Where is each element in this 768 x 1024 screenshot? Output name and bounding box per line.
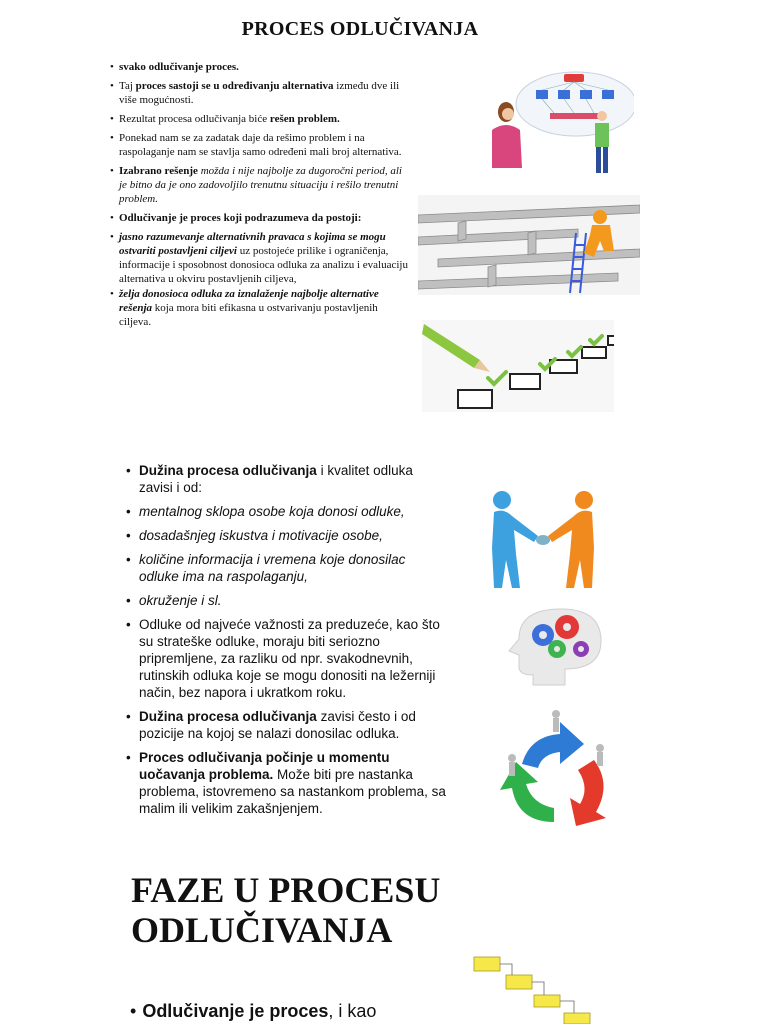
list-item: [110, 164, 410, 206]
item-bold: Dužina procesa odlučivanja: [139, 463, 317, 478]
item-text: Odluke od najveće važnosti za preduzeće, kao što su strateške odluke, moraju biti seriozno pripremljene, za razliku od npr. svakodnevnih, rutinskih odluka koje se mogu donositi na ležerniji način, bez napora i ukratkom roku.: [139, 617, 440, 700]
list-item: [126, 527, 446, 544]
item-text: između dve ili više mogućnosti.: [119, 80, 400, 106]
list-item: [110, 287, 410, 329]
checklist-illustration: [422, 320, 614, 412]
woman-man-alternatives-illustration: [484, 68, 634, 176]
page-title: PROCES ODLUČIVANJA: [241, 18, 479, 40]
item-bold: proces sastoji se u određivanju alternativa: [135, 80, 334, 92]
list-item: [126, 503, 446, 520]
list-item: [126, 708, 446, 742]
item-bold-italic: jasno razumevanje alternativnih pravaca s kojima se mogu ostvariti postavljeni ciljevi: [119, 231, 386, 257]
item-italic: okruženje i sl.: [139, 593, 222, 608]
item-text: Može biti pre nastanka problema, istovremeno sa nastankom problema, sa malim ili velikim zakašnjenjem.: [139, 767, 446, 816]
list-item: [126, 749, 446, 817]
item-text: koja mora biti efikasna u ostvarivanju postavljenih ciljeva.: [119, 302, 378, 328]
item-italic: količine informacija i vremena koje donosilac odluke ima na raspolaganju,: [139, 552, 406, 584]
flowchart-illustration: [472, 955, 610, 1024]
section-heading: FAZE U PROCESU ODLUČIVANJA: [131, 870, 441, 950]
item-text: zavisi često i od pozicije na kojoj se nalazi donosilac odluka.: [139, 709, 416, 741]
last-bullet: [130, 1001, 376, 1022]
item-text: Taj: [119, 80, 136, 92]
list-item: [126, 616, 446, 701]
item-bold: Odlučivanje je proces: [142, 1001, 329, 1021]
list-item: [110, 131, 410, 159]
handshake-illustration: [486, 488, 604, 592]
list-item: [110, 79, 410, 107]
section2-list: [126, 462, 446, 824]
list-item: [126, 592, 446, 609]
list-item: [110, 60, 410, 74]
item-text: Rezultat procesa odlučivanja biće: [119, 113, 270, 125]
list-item: [126, 462, 446, 496]
item-bold: Izabrano rešenje: [119, 165, 198, 177]
section1-list: [110, 60, 410, 334]
list-item: [126, 551, 446, 585]
list-item: [110, 211, 410, 225]
item-text: Ponekad nam se za zadatak daje da rešimo problem i na raspolaganje nam se stavlja samo određeni mali broj alternativa.: [119, 132, 402, 158]
maze-ladder-illustration: [418, 195, 640, 295]
item-text: svako odlučivanje proces.: [119, 61, 239, 73]
item-text: i kvalitet odluka zavisi i od:: [139, 463, 413, 495]
item-text: uz postojeće prilike i ograničenja, informacije i sposobnost donosioca odluka za analizu i evaluaciju alternativa u okviru postavljenih ciljeva,: [119, 245, 408, 285]
item-bold: Dužina procesa odlučivanja: [139, 709, 317, 724]
item-italic: mentalnog sklopa osobe koja donosi odluke,: [139, 504, 405, 519]
list-item: [110, 230, 410, 286]
item-bold: Odlučivanje je proces koji podrazumeva da postoji:: [119, 212, 362, 224]
item-italic: dosadašnjeg iskustva i motivacije osobe,: [139, 528, 383, 543]
item-bold: Proces odlučivanja počinje u momentu uočavanja problema.: [139, 750, 390, 782]
item-italic: možda i nije najbolje za dugoročni period, ali je bitno da je ono zadovoljilo trenutnu situaciju i rešilo trenutni problem.: [119, 165, 402, 205]
item-bold: rešen problem.: [269, 113, 340, 125]
head-gears-illustration: [505, 605, 605, 687]
cycle-arrows-illustration: [482, 704, 632, 850]
list-item: [110, 112, 410, 126]
item-text: , i kao: [328, 1001, 377, 1021]
bullet-icon: •: [130, 1001, 137, 1021]
item-bold-italic: želja donosioca odluka za iznalaženje najbolje alternative rešenja: [119, 288, 379, 314]
